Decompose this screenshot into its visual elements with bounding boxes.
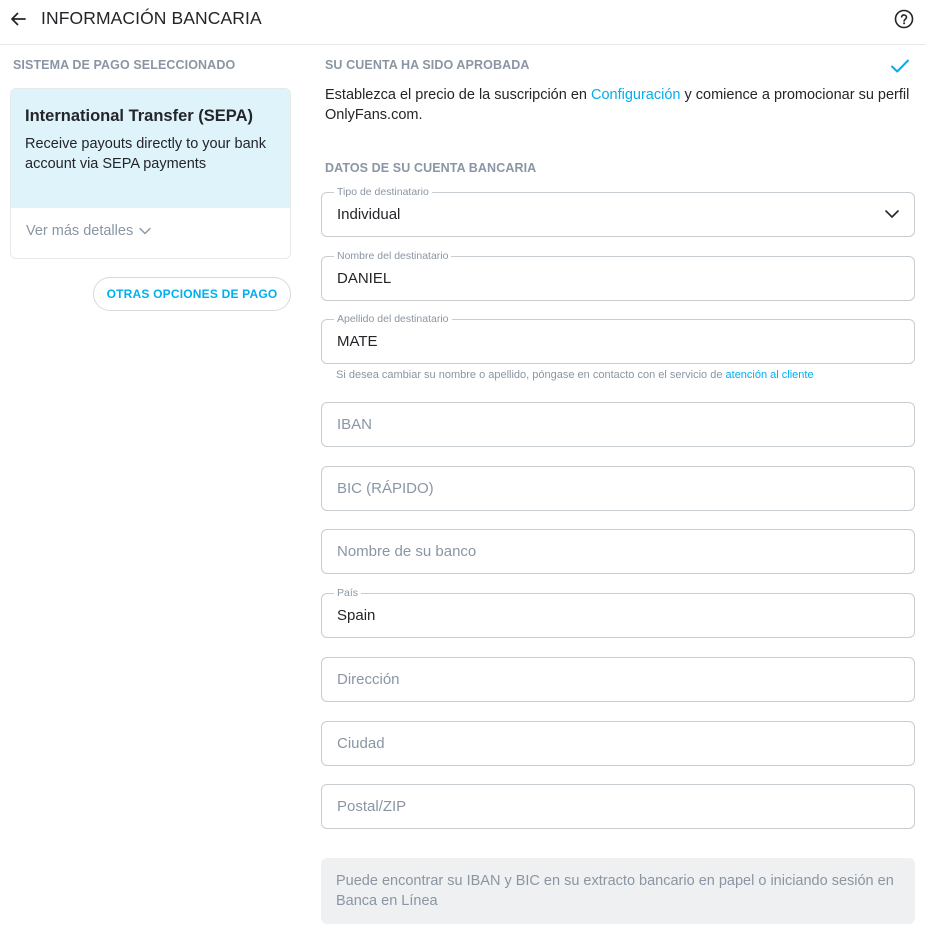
customer-support-link[interactable]: atención al cliente [725, 369, 814, 381]
postal-zip-placeholder: Postal/ZIP [337, 798, 407, 815]
iban-placeholder: IBAN [337, 416, 373, 433]
iban-field[interactable] [321, 402, 915, 447]
help-circle-icon[interactable] [894, 9, 914, 29]
recipient-first-name-field[interactable] [321, 250, 915, 301]
recipient-type-value: Individual [337, 206, 401, 223]
approved-text-start: Establezca el precio de la suscripción en [325, 87, 591, 103]
postal-zip-field[interactable] [321, 784, 915, 829]
payment-method-card[interactable] [10, 88, 291, 259]
address-placeholder: Dirección [337, 671, 400, 688]
first-name-label: Nombre del destinatario [334, 250, 451, 262]
chevron-down-icon [884, 208, 900, 220]
address-field[interactable] [321, 657, 915, 702]
last-name-label: Apellido del destinatario [334, 313, 452, 325]
name-change-helper [336, 369, 814, 381]
city-field[interactable] [321, 721, 915, 766]
payment-method-card-header [11, 89, 290, 208]
payment-method-description: Receive payouts directly to your bank account via SEPA payments [25, 136, 266, 172]
bic-field[interactable] [321, 466, 915, 511]
iban-info-note: Puede encontrar su IBAN y BIC en su extracto bancario en papel o iniciando sesión en Banca en Línea [321, 858, 915, 924]
page-title: INFORMACIÓN BANCARIA [41, 8, 262, 28]
recipient-type-label: Tipo de destinatario [334, 186, 432, 198]
account-approved-title: SU CUENTA HA SIDO APROBADA [325, 58, 530, 72]
bank-name-field[interactable] [321, 529, 915, 574]
bank-name-placeholder: Nombre de su banco [337, 543, 477, 560]
last-name-value: MATE [337, 333, 378, 350]
city-placeholder: Ciudad [337, 735, 385, 752]
bank-account-title: DATOS DE SU CUENTA BANCARIA [325, 161, 537, 175]
recipient-last-name-field[interactable] [321, 313, 915, 364]
page-header [0, 0, 926, 45]
back-arrow-icon[interactable] [8, 9, 28, 29]
country-value: Spain [337, 607, 376, 624]
payment-system-title: SISTEMA DE PAGO SELECCIONADO [13, 58, 236, 72]
other-payment-options-button[interactable]: OTRAS OPCIONES DE PAGO [93, 277, 291, 311]
more-details-toggle[interactable] [26, 223, 151, 239]
recipient-type-select[interactable] [321, 186, 915, 237]
chevron-down-icon [139, 227, 151, 235]
helper-text: Si desea cambiar su nombre o apellido, póngase en contacto con el servicio de [336, 369, 726, 381]
account-approved-message [325, 85, 915, 125]
first-name-value: DANIEL [337, 270, 392, 287]
check-icon [890, 58, 910, 74]
bic-placeholder: BIC (RÁPIDO) [337, 480, 434, 497]
payment-method-title: International Transfer (SEPA) [25, 107, 253, 125]
country-label: País [334, 587, 361, 599]
country-field[interactable] [321, 587, 915, 638]
more-details-label: Ver más detalles [26, 223, 134, 239]
approved-text-end: y comience a promocionar su perfil OnlyFans.com. [325, 87, 910, 123]
settings-link[interactable]: Configuración [590, 87, 681, 103]
